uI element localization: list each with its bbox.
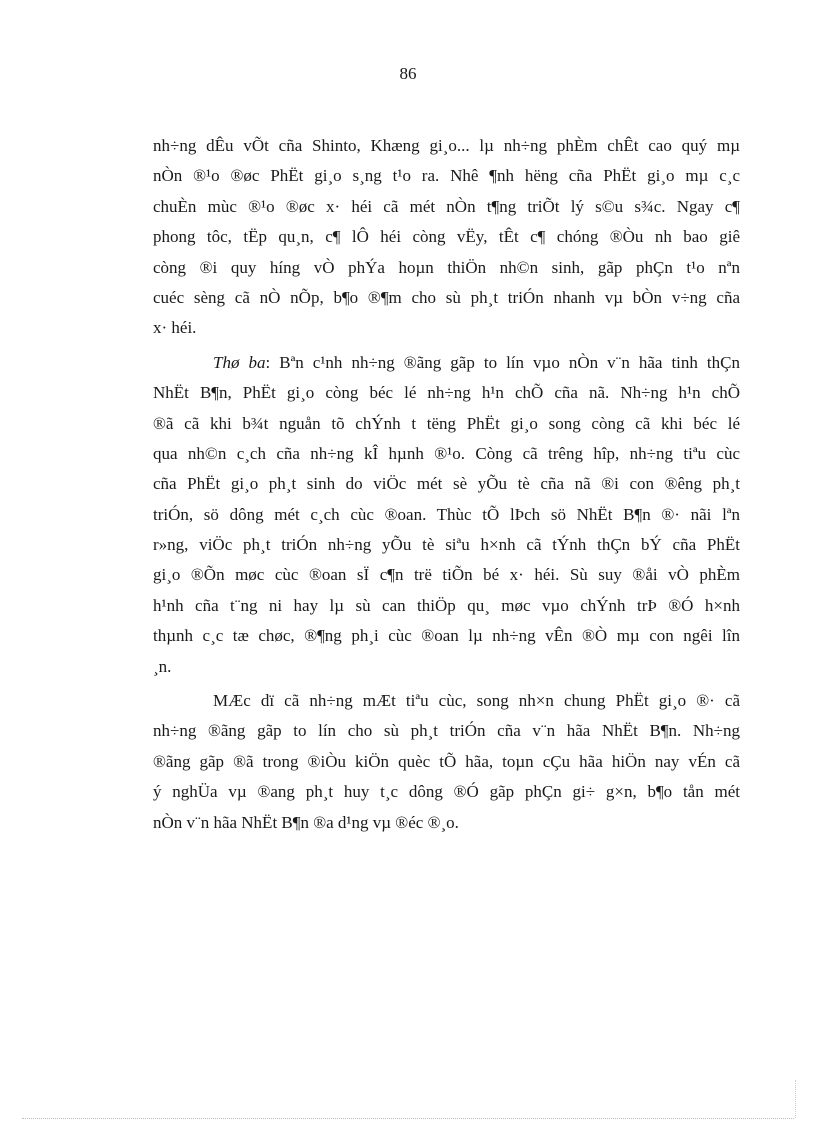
page-number: 86 [399,64,417,83]
text-line-rest: : Bªn c¹nh nh÷ng ®ãng gãp to lín vµo nÒn v¨n hãa tinh thÇn [265,352,740,372]
page-bottom-divider [22,1118,794,1119]
paragraph-1 [153,131,740,344]
text-line: nh÷ng dÊu vÕt cña Shinto, Khæng gi¸o... lµ nh÷ng phÈm chÊt cao quý mµ [153,136,740,155]
paragraph-3 [153,686,740,838]
text-line [153,348,740,378]
text-line: h¹nh cña t¨ng ni hay lµ sù can thiÖp qu¸ møc vµo chÝnh trÞ ®Ó h×nh [153,595,740,615]
text-line: cña PhËt gi¸o ph¸t sinh do viÖc mét sè yÕu tè cña nã ®i con ®êng ph¸t [153,474,740,494]
text-line: r»ng, viÖc ph¸t triÓn nh÷ng yÕu tè siªu h×nh cã tÝnh thÇn bÝ cña PhËt [153,535,740,555]
text-line: ®ã cã khi b¾t nguån tõ chÝnh t tëng PhËt gi¸o song còng cã khi béc lé [153,413,740,433]
body-text [153,131,740,842]
page-edge-divider [795,1080,796,1118]
paragraph-lead: Thø ba [213,352,266,372]
text-line: triÓn, sö dông mét c¸ch cùc ®oan. Thùc tÕ lÞch sö NhËt B¶n ®· nãi lªn [153,504,740,524]
text-line: ý nghÜa vµ ®ang ph¸t huy t¸c dông ®Ó gãp phÇn gi÷ g×n, b¶o tån mét [153,782,740,802]
text-line: chuÈn mùc ®¹o ®øc x· héi cã mét nÒn t¶ng triÕt lý s©u s¾c. Ngay c¶ [153,196,740,216]
text-line: thµnh c¸c tæ chøc, ®¶ng ph¸i cùc ®oan lµ nh÷ng vÊn ®Ò mµ con ngêi lîn [153,626,740,646]
text-line: x· héi. [153,318,197,338]
text-line: gi¸o ®Õn møc cùc ®oan sÏ c¶n trë tiÕn bé x· héi. Sù suy ®åi vÒ phÈm [153,565,740,585]
text-line: phong tôc, tËp qu¸n, c¶ lÔ héi còng vËy, tÊt c¶ chóng ®Òu nh bao giê [153,227,740,247]
text-line: nÒn ®¹o ®øc PhËt gi¸o s¸ng t¹o ra. Nhê ¶nh hëng cña PhËt gi¸o mµ c¸c [153,166,740,186]
text-line: ®ãng gãp ®ã trong ®iÒu kiÖn quèc tÕ hãa, toµn cÇu hãa hiÖn nay vÉn cã [153,751,740,771]
text-line: NhËt B¶n, PhËt gi¸o còng béc lé nh÷ng h¹n chÕ cña nã. Nh÷ng h¹n chÕ [153,383,740,403]
paragraph-2 [153,348,740,682]
text-line: còng ®i quy híng vÒ phÝa hoµn thiÖn nh©n sinh, gãp phÇn t¹o nªn [153,257,740,277]
text-line: MÆc dï cã nh÷ng mÆt tiªu cùc, song nh×n chung PhËt gi¸o ®· cã [213,691,740,711]
text-line: qua nh©n c¸ch cña nh÷ng kÎ hµnh ®¹o. Còng cã trêng hîp, nh÷ng tiªu cùc [153,443,740,463]
text-line: ¸n. [153,656,172,676]
text-line: nh÷ng ®ãng gãp to lín cho sù ph¸t triÓn cña v¨n hãa NhËt B¶n. Nh÷ng [153,721,740,741]
text-line: nÒn v¨n hãa NhËt B¶n ®a d¹ng vµ ®éc ®¸o. [153,812,459,832]
text-line: cuéc sèng cã nÒ nÕp, b¶o ®¶m cho sù ph¸t triÓn nhanh vµ bÒn v÷ng cña [153,287,740,307]
